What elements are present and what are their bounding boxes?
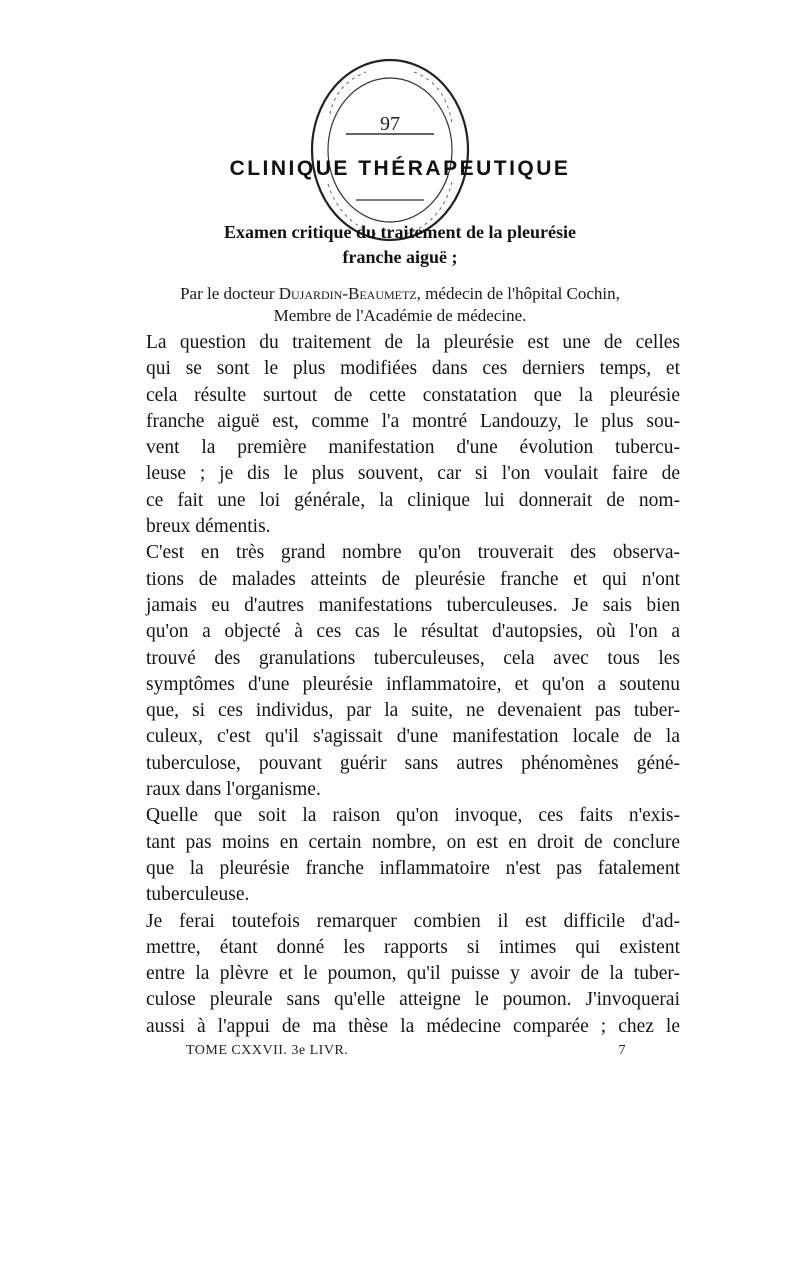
article-title [120, 220, 680, 270]
body-text [146, 330, 680, 1040]
body-line: Je ferai toutefois remarquer combien il est difficile d'ad- [146, 910, 680, 932]
footer-sheet-number: 7 [618, 1043, 626, 1058]
body-line: culose pleurale sans qu'elle atteigne le poumon. J'invoquerai [146, 989, 680, 1011]
stamp-number: 97 [380, 113, 400, 135]
body-line: C'est en très grand nombre qu'on trouverait des observa- [146, 542, 680, 564]
body-line: tuberculose, pouvant guérir sans autres phénomènes géné- [146, 752, 680, 774]
section-title: CLINIQUE THÉRAPEUTIQUE [229, 157, 571, 180]
body-line: qu'on a objecté à ces cas le résultat d'autopsies, où l'on a [146, 621, 680, 643]
body-line: leuse ; je dis le plus souvent, car si l'on voulait faire de [146, 463, 680, 485]
body-line: Quelle que soit la raison qu'on invoque, ces faits n'exis- [146, 805, 680, 827]
body-line: cela résulte surtout de cette constatation que la pleurésie [146, 384, 680, 406]
body-line: La question du traitement de la pleurésie est une de celles [146, 332, 680, 353]
body-line: tions de malades atteints de pleurésie franche et qui n'ont [146, 568, 680, 590]
byline-line-1 [120, 283, 680, 305]
body-line: trouvé des granulations tuberculeuses, cela avec tous les [146, 647, 680, 669]
body-line: mettre, étant donné les rapports si intimes qui existent [146, 936, 680, 958]
article-title-line-1: Examen critique du traitement de la pleurésie [224, 222, 576, 242]
body-line: symptômes d'une pleurésie inflammatoire, et qu'on a soutenu [146, 673, 680, 695]
body-line: tuberculeuse. [146, 884, 250, 906]
byline-suffix: , médecin de l'hôpital Cochin, [416, 284, 620, 303]
body-line: breux démentis. [146, 516, 271, 538]
article-title-line-2: franche aiguë ; [342, 247, 458, 267]
body-line: entre la plèvre et le poumon, qu'il puisse y avoir de la tuber- [146, 963, 680, 985]
body-line: tant pas moins en certain nombre, on est en droit de conclure [146, 831, 680, 853]
body-line: jamais eu d'autres manifestations tuberculeuses. Je sais bien [146, 594, 680, 616]
body-line: ce fait une loi générale, la clinique lui donnerait de nom- [146, 489, 680, 511]
body-line: franche aiguë est, comme l'a montré Landouzy, le plus sou- [146, 410, 680, 432]
byline-prefix: Par le docteur [180, 284, 275, 303]
body-line: que la pleurésie franche inflammatoire n'est pas fatalement [146, 857, 680, 879]
body-line: raux dans l'organisme. [146, 779, 321, 801]
byline-line-2: Membre de l'Académie de médecine. [273, 306, 527, 325]
byline [120, 283, 680, 327]
body-line: aussi à l'appui de ma thèse la médecine comparée ; chez le [146, 1015, 680, 1037]
body-line: qui se sont le plus modifiées dans ces derniers temps, et [146, 358, 680, 380]
byline-author: Dujardin-Beaumetz [278, 284, 417, 303]
footer-signature: TOME CXXVII. 3e LIVR. [186, 1043, 349, 1058]
body-line: que, si ces individus, par la suite, ne devenaient pas tuber- [146, 700, 680, 722]
body-line: culeux, c'est qu'il s'agissait d'une manifestation locale de la [146, 726, 680, 748]
body-line: vent la première manifestation d'une évolution tubercu- [146, 437, 680, 459]
